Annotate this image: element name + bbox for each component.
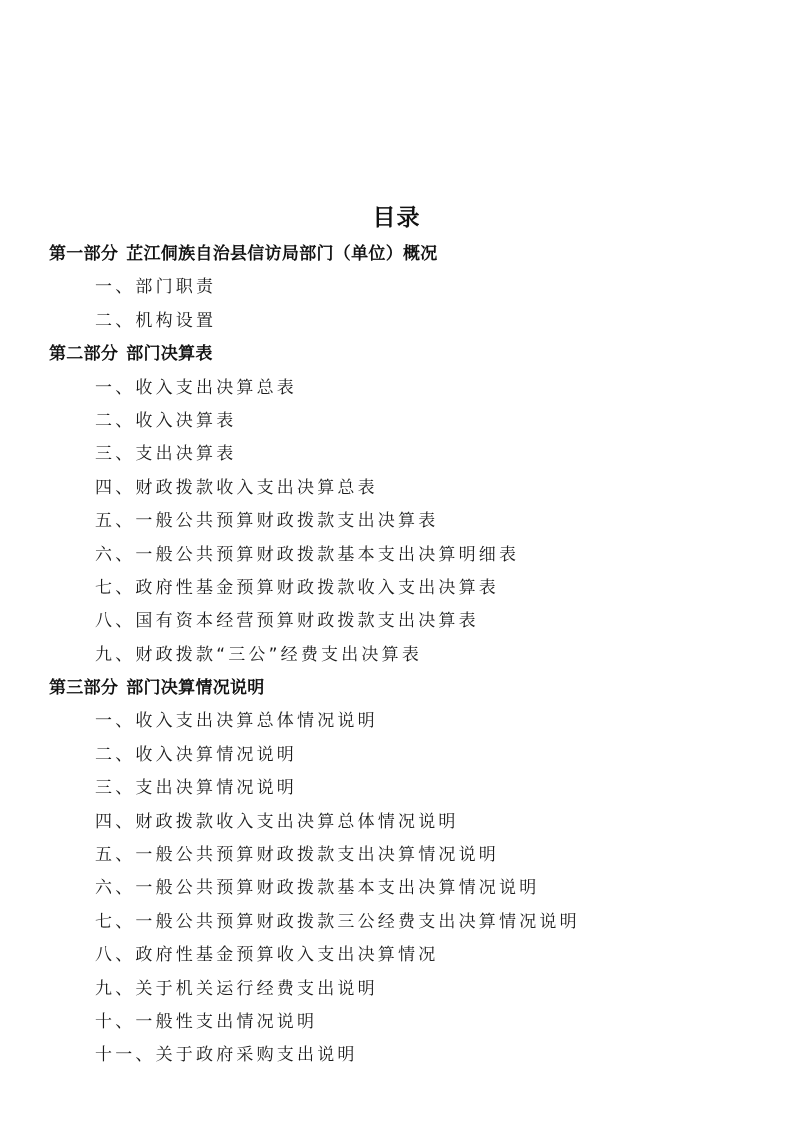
part-number: 第一部分	[49, 244, 119, 264]
toc-entry: 五、一般公共预算财政拨款支出决算情况说明	[95, 845, 499, 866]
toc-entry: 五、一般公共预算财政拨款支出决算表	[95, 511, 439, 532]
part-number: 第三部分	[49, 678, 119, 699]
toc-entry: 六、一般公共预算财政拨款基本支出决算明细表	[95, 544, 520, 565]
toc-entry: 十一、关于政府采购支出说明	[95, 1045, 358, 1066]
toc-entry: 二、收入决算表	[95, 410, 237, 431]
toc-part-heading	[0, 238, 793, 271]
toc-entry: 四、财政拨款收入支出决算总体情况说明	[95, 811, 459, 832]
toc-entry: 六、一般公共预算财政拨款基本支出决算情况说明	[95, 878, 540, 899]
toc-entry: 四、财政拨款收入支出决算总表	[95, 477, 378, 498]
toc-entry: 一、收入支出决算总体情况说明	[95, 711, 378, 732]
toc-entry: 二、机构设置	[95, 310, 217, 331]
toc-entry: 二、收入决算情况说明	[95, 744, 297, 765]
toc-entry: 八、国有资本经营预算财政拨款支出决算表	[95, 611, 479, 632]
part-title: 部门决算情况说明	[126, 678, 265, 699]
toc-entry: 七、政府性基金预算财政拨款收入支出决算表	[95, 577, 499, 598]
toc-entry: 一、收入支出决算总表	[95, 377, 297, 398]
part-title: 芷江侗族自治县信访局部门（单位）概况	[126, 244, 438, 264]
toc-entry: 八、政府性基金预算收入支出决算情况	[95, 945, 439, 966]
toc-entry: 一、部门职责	[95, 277, 217, 298]
part-title: 部门决算表	[126, 344, 213, 365]
toc-part-heading	[0, 672, 793, 705]
table-of-contents	[0, 238, 793, 1073]
toc-entry: 十、一般性支出情况说明	[95, 1011, 318, 1032]
toc-entry: 三、支出决算情况说明	[95, 778, 297, 799]
toc-entry: 七、一般公共预算财政拨款三公经费支出决算情况说明	[95, 911, 580, 932]
toc-entry: 九、财政拨款“三公”经费支出决算表	[95, 644, 423, 665]
page-title: 目录	[372, 205, 421, 231]
toc-entry: 九、关于机关运行经费支出说明	[95, 978, 378, 999]
toc-part-heading	[0, 338, 793, 371]
toc-entry: 三、支出决算表	[95, 444, 237, 465]
part-number: 第二部分	[49, 344, 119, 365]
